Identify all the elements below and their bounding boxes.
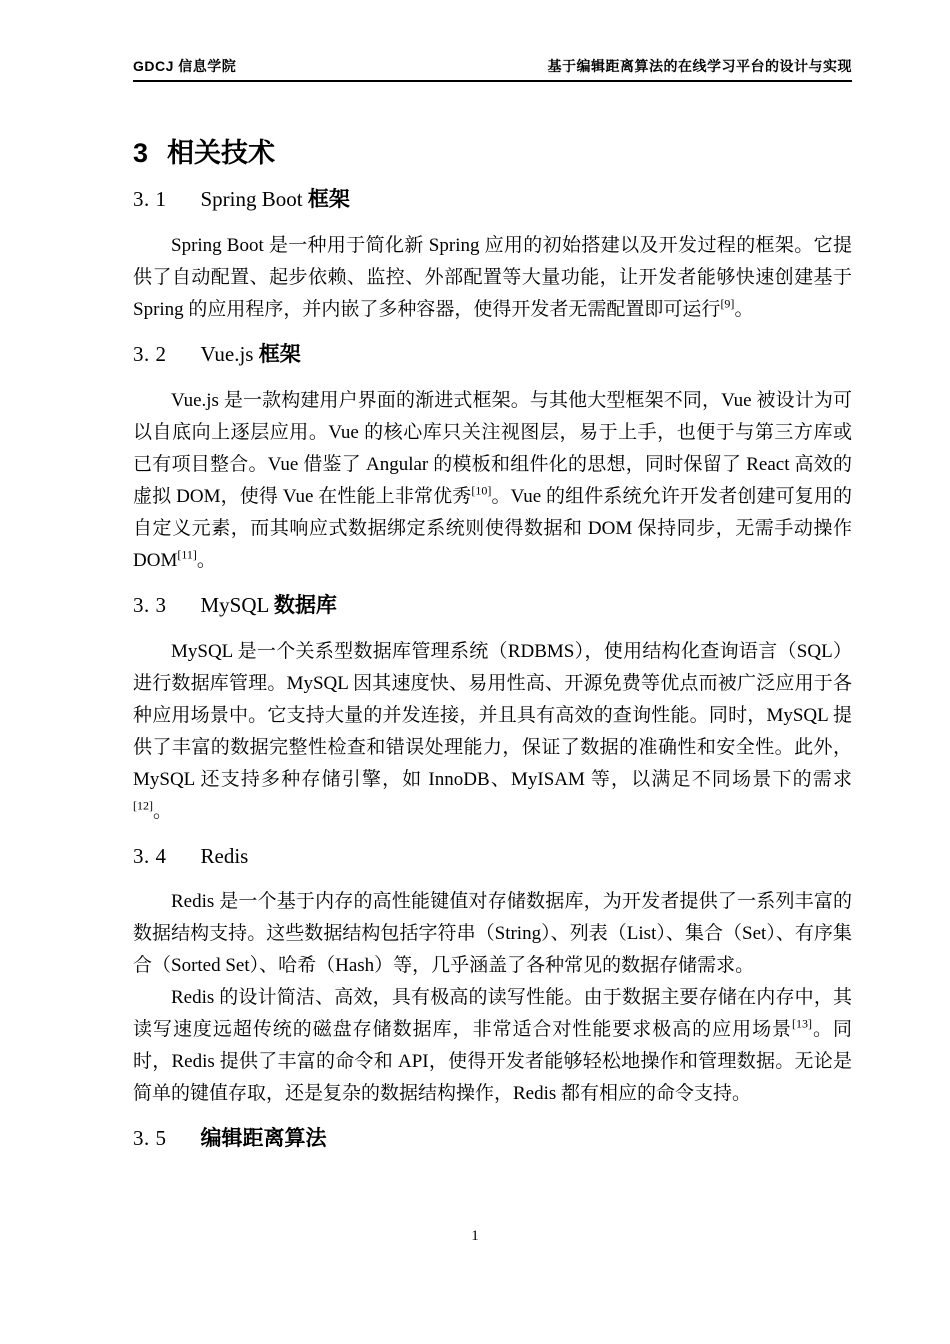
section-title: 编辑距离算法 <box>200 1127 327 1150</box>
section-3-5 <box>133 1124 852 1153</box>
section-heading <box>133 591 852 620</box>
section-number: 3. 5 <box>133 1126 167 1150</box>
header-thesis-title: 基于编辑距离算法的在线学习平台的设计与实现 <box>547 58 852 74</box>
chapter-heading <box>133 136 852 171</box>
section-number: 3. 3 <box>133 593 167 617</box>
section-title: Redis <box>200 844 249 868</box>
section-title: Spring Boot 框架 <box>200 187 350 211</box>
section-title: Vue.js 框架 <box>200 342 301 366</box>
section-3-4 <box>133 842 852 1110</box>
section-heading <box>133 1124 852 1153</box>
section-heading <box>133 842 852 870</box>
section-3-2 <box>133 340 852 577</box>
chapter-number: 3 <box>133 138 149 168</box>
paragraph: Redis 的设计简洁、高效，具有极高的读写性能。由于数据主要存储在内存中，其读写速度远超传统的磁盘存储数据库，非常适合对性能要求极高的应用场景[13]。同时，Redis 提供了丰富的命令和 API，使得开发者能够轻松地操作和管理数据。无论是简单的键值存取，还是复杂的数据结构操作，Redis 都有相应的命令支持。 <box>133 987 852 1104</box>
section-3-1 <box>133 185 852 326</box>
page-header <box>133 56 852 82</box>
section-number: 3. 4 <box>133 844 167 868</box>
paragraph: Redis 是一个基于内存的高性能键值对存储数据库，为开发者提供了一系列丰富的数据结构支持。这些数据结构包括字符串（String）、列表（List）、集合（Set）、有序集合（Sorted Set）、哈希（Hash）等，几乎涵盖了各种常见的数据存储需求。 <box>133 891 852 976</box>
section-heading <box>133 340 852 369</box>
chapter-title: 相关技术 <box>167 138 276 168</box>
paragraph: Spring Boot 是一种用于简化新 Spring 应用的初始搭建以及开发过程的框架。它提供了自动配置、起步依赖、监控、外部配置等大量功能，让开发者能够快速创建基于 Spring 的应用程序，并内嵌了多种容器，使得开发者无需配置即可运行[9]。 <box>133 235 852 320</box>
section-title: MySQL 数据库 <box>200 593 337 617</box>
section-3-3 <box>133 591 852 828</box>
paragraph: Vue.js 是一款构建用户界面的渐进式框架。与其他大型框架不同，Vue 被设计为可以自底向上逐层应用。Vue 的核心库只关注视图层，易于上手，也便于与第三方库或已有项目整合。Vue 借鉴了 Angular 的模板和组件化的思想，同时保留了 React 高效的虚拟 DOM，使得 Vue 在性能上非常优秀[10]。Vue 的组件系统允许开发者创建可复用的自定义元素，而其响应式数据绑定系统则使得数据和 DOM 保持同步，无需手动操作 DOM[11]。 <box>133 390 853 571</box>
section-heading <box>133 185 852 214</box>
header-school-name: GDCJ 信息学院 <box>133 58 237 74</box>
paragraph: MySQL 是一个关系型数据库管理系统（RDBMS），使用结构化查询语言（SQL）进行数据库管理。MySQL 因其速度快、易用性高、开源免费等优点而被广泛应用于各种应用场景中。它支持大量的并发连接，并且具有高效的查询性能。同时，MySQL 提供了丰富的数据完整性检查和错误处理能力，保证了数据的准确性和安全性。此外，MySQL 还支持多种存储引擎，如 InnoDB、MyISAM 等，以满足不同场景下的需求[12]。 <box>133 641 852 822</box>
page-number: 1 <box>471 1228 479 1244</box>
page-footer <box>0 1226 950 1246</box>
section-number: 3. 1 <box>133 187 167 211</box>
section-number: 3. 2 <box>133 342 167 366</box>
